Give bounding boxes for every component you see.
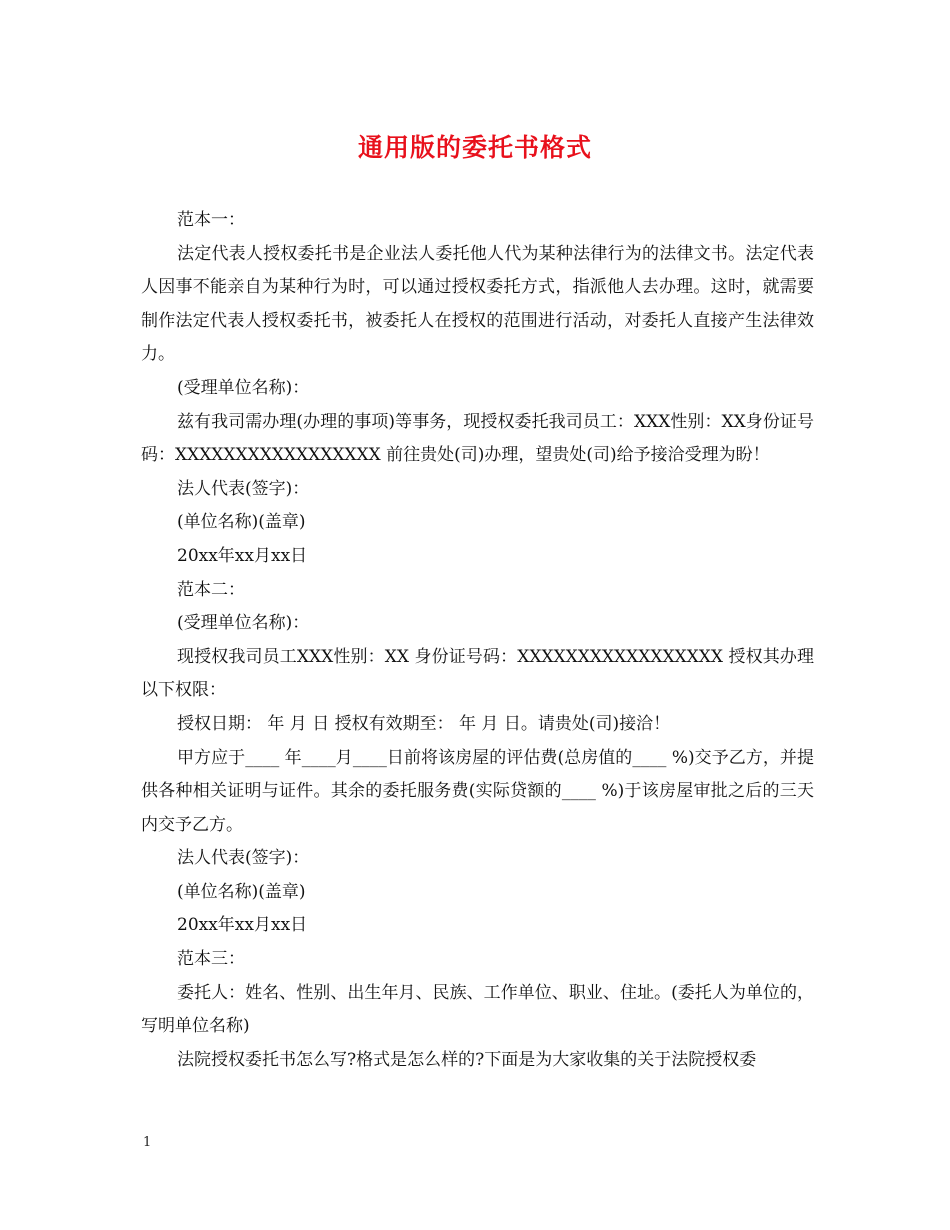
paragraph: (受理单位名称)： xyxy=(177,377,310,398)
paragraph: 现授权我司员工XXX性别：XX 身份证号码：XXXXXXXXXXXXXXXXX 授权其办理以下权限： xyxy=(141,646,815,701)
paragraph: (单位名称)(盖章) xyxy=(177,881,306,902)
paragraph: (单位名称)(盖章) xyxy=(177,512,306,533)
paragraph: 授权日期： 年 月 日 授权有效期至： 年 月 日。请贵处(司)接洽！ xyxy=(177,713,671,734)
paragraph: 委托人：姓名、性别、出生年月、民族、工作单位、职业、住址。(委托人为单位的，写明单位名称) xyxy=(141,982,814,1037)
paragraph: 法人代表(签字)： xyxy=(177,848,310,869)
paragraph: 法定代表人授权委托书是企业法人委托他人代为某种法律行为的法律文书。法定代表人因事不能亲自为某种行为时，可以通过授权委托方式，指派他人去办理。这时，就需要制作法定代表人授权委托书，被委托人在授权的范围进行活动，对委托人直接产生法律效力。 xyxy=(141,243,814,365)
paragraph: 20xx年xx月xx日 xyxy=(177,545,308,566)
paragraph: 甲方应于____ 年____月____日前将该房屋的评估费(总房值的____ %)交予乙方，并提供各种相关证明与证件。其余的委托服务费(实际贷额的____ %)于该房屋审批之后的三天内交予乙方。 xyxy=(141,747,814,835)
paragraph: (受理单位名称)： xyxy=(177,613,310,634)
paragraph: 范本三： xyxy=(177,949,245,970)
paragraph: 法人代表(签字)： xyxy=(177,478,310,499)
document-title: 通用版的委托书格式 xyxy=(357,133,592,162)
document-body xyxy=(141,204,814,1077)
paragraph: 法院授权委托书怎么写?格式是怎么样的?下面是为大家收集的关于法院授权委 xyxy=(177,1049,757,1070)
paragraph: 兹有我司需办理(办理的事项)等事务，现授权委托我司员工：XXX性别：XX身份证号码：XXXXXXXXXXXXXXXXX 前往贵处(司)办理，望贵处(司)给予接洽受理为盼！ xyxy=(141,411,814,466)
paragraph: 20xx年xx月xx日 xyxy=(177,915,308,936)
paragraph: 范本二： xyxy=(177,579,245,600)
page-number: 1 xyxy=(143,1135,152,1150)
paragraph: 范本一： xyxy=(177,210,245,230)
